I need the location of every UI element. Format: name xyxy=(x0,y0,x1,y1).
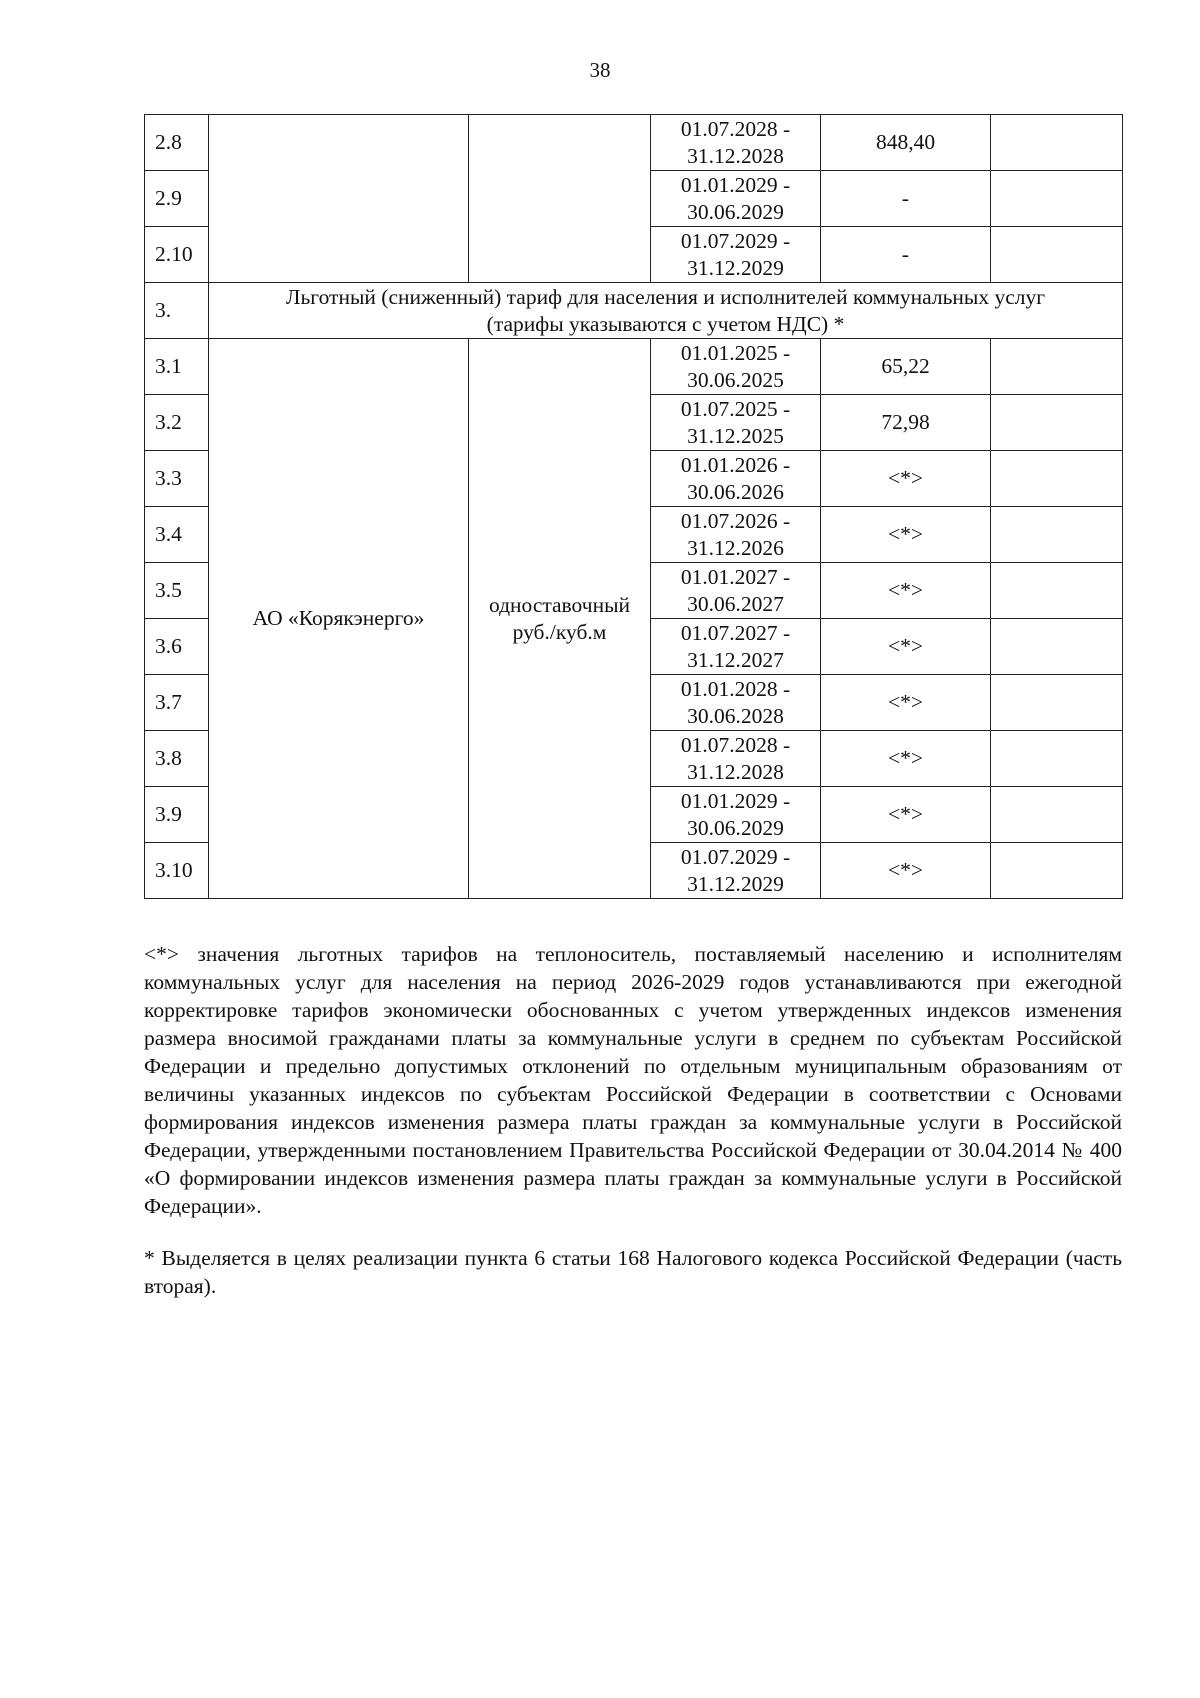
org-name: АО «Корякэнерго» xyxy=(209,339,469,899)
empty-cell xyxy=(991,675,1123,731)
tariff-value: <*> xyxy=(821,451,991,507)
period-cell: 01.07.2026 - 31.12.2026 xyxy=(651,507,821,563)
section-number: 3. xyxy=(145,283,209,339)
period-cell: 01.01.2029 - 30.06.2029 xyxy=(651,787,821,843)
period-cell: 01.01.2028 - 30.06.2028 xyxy=(651,675,821,731)
table-row xyxy=(145,339,1123,395)
tariff-type-cell-empty xyxy=(469,115,651,283)
empty-cell xyxy=(991,339,1123,395)
tariff-value: - xyxy=(821,227,991,283)
empty-cell xyxy=(991,731,1123,787)
empty-cell xyxy=(991,171,1123,227)
empty-cell xyxy=(991,227,1123,283)
tariff-type: одноставочный руб./куб.м xyxy=(469,339,651,899)
tariff-value: 848,40 xyxy=(821,115,991,171)
empty-cell xyxy=(991,619,1123,675)
row-number: 2.9 xyxy=(145,171,209,227)
period-cell: 01.07.2027 - 31.12.2027 xyxy=(651,619,821,675)
period-cell: 01.07.2028 - 31.12.2028 xyxy=(651,731,821,787)
row-number: 3.9 xyxy=(145,787,209,843)
period-cell: 01.01.2026 - 30.06.2026 xyxy=(651,451,821,507)
tariff-value: <*> xyxy=(821,787,991,843)
tariff-value: <*> xyxy=(821,843,991,899)
empty-cell xyxy=(991,787,1123,843)
row-number: 2.8 xyxy=(145,115,209,171)
tariff-value: <*> xyxy=(821,619,991,675)
row-number: 3.5 xyxy=(145,563,209,619)
period-cell: 01.07.2028 - 31.12.2028 xyxy=(651,115,821,171)
empty-cell xyxy=(991,395,1123,451)
empty-cell xyxy=(991,507,1123,563)
empty-cell xyxy=(991,563,1123,619)
tariff-value: <*> xyxy=(821,507,991,563)
row-number: 3.2 xyxy=(145,395,209,451)
period-cell: 01.01.2027 - 30.06.2027 xyxy=(651,563,821,619)
period-cell: 01.07.2025 - 31.12.2025 xyxy=(651,395,821,451)
section-header-row xyxy=(145,283,1123,339)
period-cell: 01.07.2029 - 31.12.2029 xyxy=(651,227,821,283)
row-number: 3.8 xyxy=(145,731,209,787)
period-cell: 01.07.2029 - 31.12.2029 xyxy=(651,843,821,899)
tariff-value: <*> xyxy=(821,731,991,787)
tariff-value: 65,22 xyxy=(821,339,991,395)
tariff-table xyxy=(144,114,1123,899)
table-row xyxy=(145,115,1123,171)
tariff-value: 72,98 xyxy=(821,395,991,451)
period-cell: 01.01.2029 - 30.06.2029 xyxy=(651,171,821,227)
tariff-value: <*> xyxy=(821,563,991,619)
footnote-vat: * Выделяется в целях реализации пункта 6 статьи 168 Налогового кодекса Российской Федерации (часть вторая). xyxy=(144,1245,1122,1298)
tariff-value: - xyxy=(821,171,991,227)
row-number: 3.6 xyxy=(145,619,209,675)
row-number: 3.4 xyxy=(145,507,209,563)
row-number: 3.10 xyxy=(145,843,209,899)
org-cell-empty xyxy=(209,115,469,283)
row-number: 3.3 xyxy=(145,451,209,507)
period-cell: 01.01.2025 - 30.06.2025 xyxy=(651,339,821,395)
row-number: 3.7 xyxy=(145,675,209,731)
empty-cell xyxy=(991,115,1123,171)
tariff-value: <*> xyxy=(821,675,991,731)
row-number: 2.10 xyxy=(145,227,209,283)
footnote-preferential-tariffs: <*> значения льготных тарифов на теплоноситель, поставляемый населению и исполнителям коммунальных услуг для населения на период 2026-2029 годов устанавливаются при ежегодной корректировке тарифов экономически обоснованных с учетом утвержденных индексов изменения размера вносимой гражданами платы за коммунальные услуги в среднем по субъектам Российской Федерации и предельно допустимых отклонений по отдельным муниципальным образованиям от величины указанных индексов по субъектам Российской Федерации в соответствии с Основами формирования индексов изменения размера платы граждан за коммунальные услуги в Российской Федерации, утвержденными постановлением Правительства Российской Федерации от 30.04.2014 № 400 «О формировании индексов изменения размера платы граждан за коммунальные услуги в Российской Федерации». xyxy=(144,941,1122,1218)
page-number: 38 xyxy=(589,58,611,82)
row-number: 3.1 xyxy=(145,339,209,395)
empty-cell xyxy=(991,451,1123,507)
section-title: Льготный (сниженный) тариф для населения и исполнителей коммунальных услуг (тарифы указываются с учетом НДС) * xyxy=(209,283,1123,339)
empty-cell xyxy=(991,843,1123,899)
